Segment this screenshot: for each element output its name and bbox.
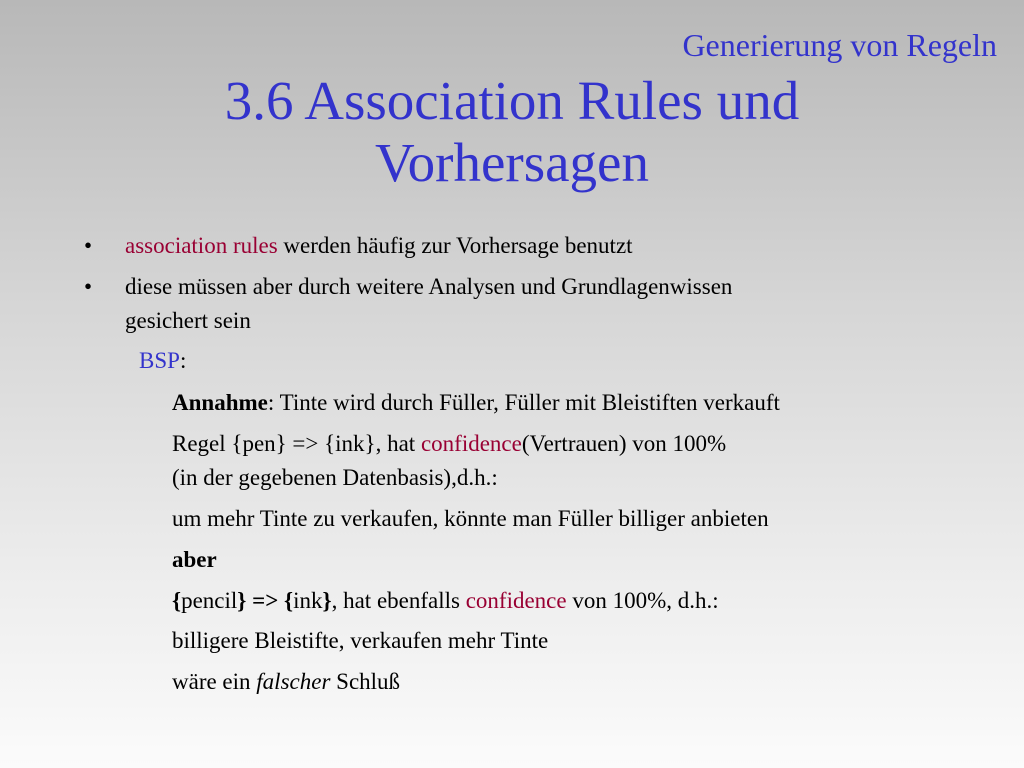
association-rules-term: association rules bbox=[125, 233, 278, 258]
example-label-colon: : bbox=[179, 348, 187, 373]
bullet-1-text: werden häufig zur Vorhersage benutzt bbox=[277, 233, 633, 258]
rule-2-line bbox=[172, 584, 719, 618]
assumption-label: Annahme bbox=[172, 390, 268, 415]
rule-2-arrow: } => { bbox=[237, 588, 294, 613]
wrong-prefix: wäre ein bbox=[172, 669, 257, 694]
bullet-marker: • bbox=[84, 274, 93, 299]
rule-2-ink: ink bbox=[293, 588, 323, 613]
rule-2-suffix: von 100%, d.h.: bbox=[566, 588, 719, 613]
aber-text: aber bbox=[172, 547, 217, 572]
assumption-line bbox=[172, 386, 780, 420]
assumption-text: : Tinte wird durch Füller, Füller mit Bleistiften verkauft bbox=[267, 390, 780, 415]
aber-line bbox=[172, 543, 217, 577]
rule-2-pencil: pencil bbox=[181, 588, 238, 613]
rule-2-mid: , hat ebenfalls bbox=[331, 588, 466, 613]
wrong-italic: falscher bbox=[256, 669, 331, 694]
conclusion-2: billigere Bleistifte, verkaufen mehr Tinte bbox=[172, 628, 549, 653]
bullet-2-line-2: gesichert sein bbox=[125, 308, 251, 333]
bullet-marker: • bbox=[84, 233, 93, 258]
rule-1-prefix: Regel {pen} => {ink}, hat bbox=[172, 431, 421, 456]
rule-1-suffix: (Vertrauen) von 100% bbox=[521, 431, 727, 456]
rule-2-brace-open: { bbox=[172, 588, 182, 613]
section-header: Generierung von Regeln bbox=[682, 27, 997, 63]
bullet-2-line-1: diese müssen aber durch weitere Analysen und Grundlagenwissen bbox=[125, 274, 733, 299]
title-line-1: 3.6 Association Rules und bbox=[224, 70, 800, 131]
wrong-suffix: Schluß bbox=[330, 669, 401, 694]
rule-1-line bbox=[172, 427, 726, 461]
example-label bbox=[139, 344, 186, 378]
title-line-2: Vorhersagen bbox=[375, 132, 649, 194]
conclusion-1: um mehr Tinte zu verkaufen, könnte man Füller billiger anbieten bbox=[172, 506, 769, 531]
slide-title bbox=[0, 70, 1024, 194]
bullet-1 bbox=[125, 229, 633, 263]
confidence-term: confidence bbox=[420, 431, 522, 456]
wrong-conclusion-line bbox=[172, 665, 400, 699]
confidence-term-2: confidence bbox=[465, 588, 567, 613]
rule-2-brace-close: } bbox=[322, 588, 332, 613]
rule-1-continuation: (in der gegebenen Datenbasis),d.h.: bbox=[172, 465, 498, 490]
example-label-text: BSP bbox=[139, 348, 180, 373]
